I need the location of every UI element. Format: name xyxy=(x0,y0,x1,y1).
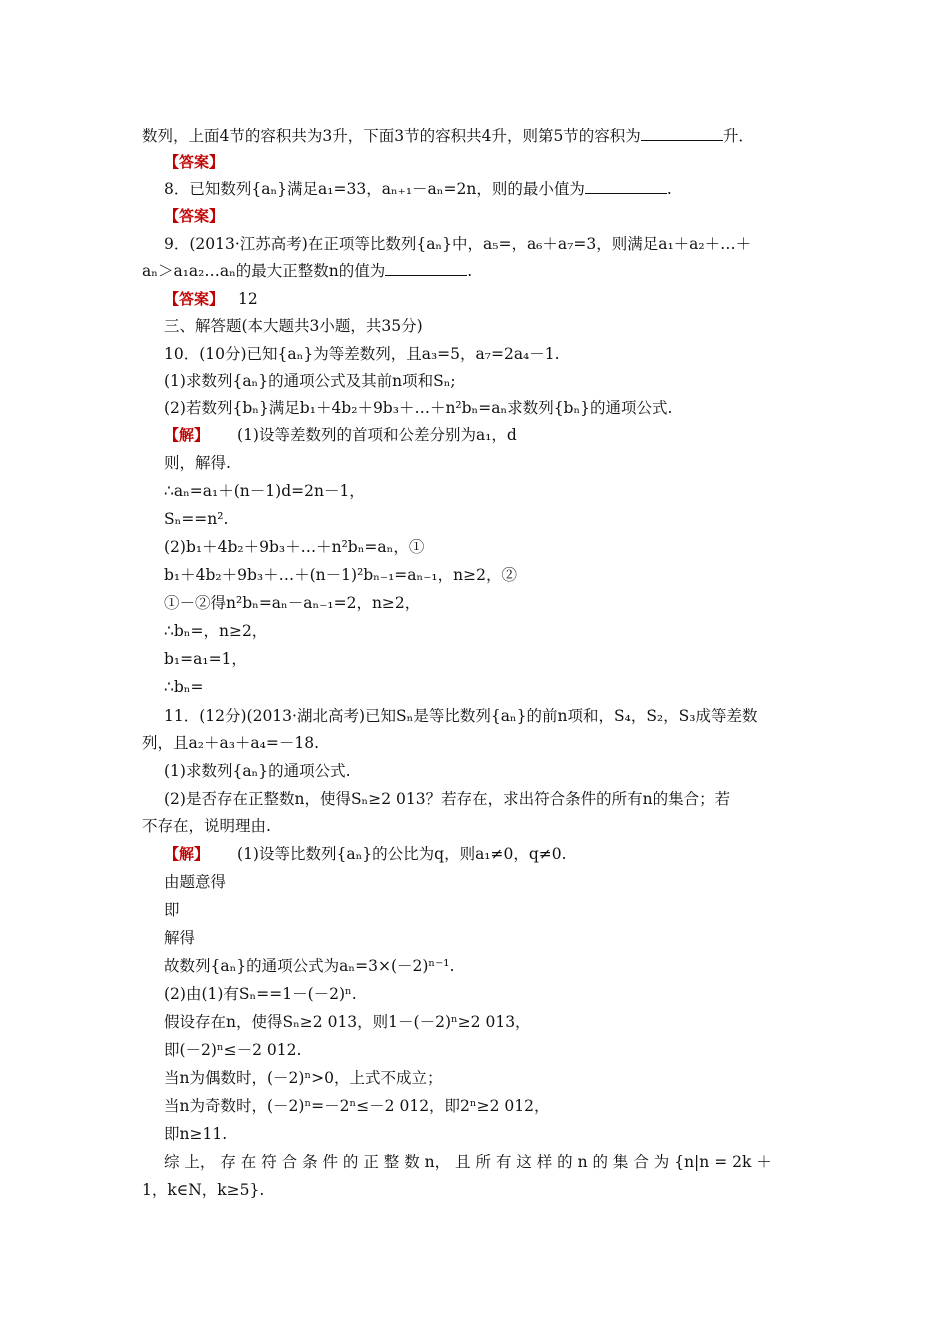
solution-tag: 【解】 xyxy=(164,426,210,444)
text-line xyxy=(164,536,424,558)
answer-tag: 【答案】 xyxy=(164,207,225,225)
answer-line xyxy=(164,151,224,173)
line-text: 列，且a₂＋a₃＋a₄=－18. xyxy=(142,734,320,752)
line-text: (2)由(1)有Sₙ==1－(－2)ⁿ. xyxy=(164,985,357,1003)
line-text: 8．已知数列{aₙ}满足a₁=33，aₙ₊₁－aₙ=2n，则的最小值为 xyxy=(164,180,585,198)
text-line xyxy=(164,620,267,642)
solution-line xyxy=(164,843,567,865)
text-line xyxy=(164,370,456,392)
line-text: (2)若数列{bₙ}满足b₁＋4b₂＋9b₃＋…＋n²bₙ=aₙ求数列{bₙ}的通项公式. xyxy=(164,399,673,417)
line-text: 由题意得 xyxy=(164,873,227,891)
question-9 xyxy=(164,233,751,255)
line-text: ∴bₙ= xyxy=(164,678,204,696)
solution-line xyxy=(164,424,517,446)
text-line xyxy=(164,676,203,698)
text-line xyxy=(164,1039,301,1061)
text-line xyxy=(164,983,357,1005)
line-text: (2)b₁＋4b₂＋9b₃＋…＋n²bₙ=aₙ，① xyxy=(164,538,425,556)
answer-tag: 【答案】 xyxy=(164,290,225,308)
text-line xyxy=(164,1067,443,1089)
answer-line xyxy=(164,205,224,227)
line-text: . xyxy=(666,180,672,198)
line-text: (1)求数列{aₙ}的通项公式. xyxy=(164,762,351,780)
question-10 xyxy=(164,343,560,365)
solution-tag: 【解】 xyxy=(164,845,210,863)
line-text: ∴bₙ=，n≥2， xyxy=(164,622,268,640)
text-line xyxy=(164,899,180,921)
text-line xyxy=(164,927,195,949)
text-line xyxy=(164,397,672,419)
text-line xyxy=(164,1011,531,1033)
text-line xyxy=(142,260,472,282)
line-text: 不存在，说明理由. xyxy=(142,817,271,835)
line-text: 数列，上面4节的容积共为3升，下面3节的容积共4升，则第5节的容积为 xyxy=(142,127,641,145)
text-line xyxy=(164,955,454,977)
text-line xyxy=(164,871,226,893)
text-line xyxy=(142,125,754,147)
line-text: 综 上， 存 在 符 合 条 件 的 正 整 数 n， 且 所 有 这 样 的 n 的 集 合 为 {n|n = 2k ＋ xyxy=(164,1153,772,1171)
text-line xyxy=(164,1151,772,1173)
line-text: 故数列{aₙ}的通项公式为aₙ=3×(－2)ⁿ⁻¹. xyxy=(164,957,455,975)
text-line xyxy=(164,564,517,586)
answer-tag: 【答案】 xyxy=(164,153,225,171)
text-line xyxy=(142,732,319,754)
line-text: (1)设等比数列{aₙ}的公比为q，则a₁≠0，q≠0. xyxy=(237,845,567,863)
line-text: 10．(10分)已知{aₙ}为等差数列，且a₃=5，a₇=2a₄－1. xyxy=(164,345,560,363)
question-11 xyxy=(164,705,757,727)
line-text: 即 xyxy=(164,901,180,919)
line-text: 11．(12分)(2013·湖北高考)已知Sₙ是等比数列{aₙ}的前n项和，S₄，S₂，S₃成等差数 xyxy=(164,707,758,725)
line-text: 假设存在n，使得Sₙ≥2 013，则1－(－2)ⁿ≥2 013， xyxy=(164,1013,531,1031)
line-text: (2)是否存在正整数n，使得Sₙ≥2 013？若存在，求出符合条件的所有n的集合；若 xyxy=(164,790,731,808)
text-line xyxy=(164,592,420,614)
question-8 xyxy=(164,178,672,200)
text-line xyxy=(164,788,730,810)
answer-blank xyxy=(385,260,467,276)
line-text: (1)设等差数列的首项和公差分别为a₁，d xyxy=(237,426,517,444)
answer-blank xyxy=(585,178,667,194)
line-text: (1)求数列{aₙ}的通项公式及其前n项和Sₙ; xyxy=(164,372,456,390)
line-text: 9．(2013·江苏高考)在正项等比数列{aₙ}中，a₅=，a₆＋a₇=3，则满足a₁＋a₂＋…＋ xyxy=(164,235,752,253)
text-line xyxy=(164,1095,550,1117)
line-text: ∴aₙ=a₁＋(n－1)d=2n－1， xyxy=(164,482,365,500)
text-line xyxy=(164,1123,227,1145)
line-text: b₁＋4b₂＋9b₃＋…＋(n－1)²bₙ₋₁=aₙ₋₁，n≥2，② xyxy=(164,566,517,584)
line-text: 则，解得. xyxy=(164,454,231,472)
text-line xyxy=(142,1179,264,1201)
line-text: 当n为偶数时，(－2)ⁿ>0，上式不成立； xyxy=(164,1069,443,1087)
line-text: 当n为奇数时，(－2)ⁿ=－2ⁿ≤－2 012，即2ⁿ≥2 012， xyxy=(164,1097,550,1115)
line-text: aₙ＞a₁a₂…aₙ的最大正整数n的值为 xyxy=(142,262,386,280)
line-text: 解得 xyxy=(164,929,196,947)
text-line xyxy=(164,508,228,530)
text-line xyxy=(164,452,231,474)
answer-blank xyxy=(641,125,723,141)
line-text: ①－②得n²bₙ=aₙ－aₙ₋₁=2，n≥2， xyxy=(164,594,421,612)
line-text: b₁=a₁=1， xyxy=(164,650,247,668)
line-text: 升． xyxy=(722,127,754,145)
section-heading xyxy=(164,315,423,337)
line-text: 即n≥11. xyxy=(164,1125,228,1143)
answer-line xyxy=(164,288,258,310)
text-line xyxy=(164,648,247,670)
line-text: Sₙ==n². xyxy=(164,510,229,528)
text-line xyxy=(164,760,351,782)
text-line xyxy=(142,815,271,837)
answer-value: 12 xyxy=(238,290,258,308)
text-line xyxy=(164,480,365,502)
line-text: 1，k∈N，k≥5}. xyxy=(142,1181,265,1199)
line-text: 即(－2)ⁿ≤－2 012. xyxy=(164,1041,302,1059)
line-text: . xyxy=(467,262,473,280)
line-text: 三、解答题(本大题共3小题，共35分) xyxy=(164,317,423,335)
